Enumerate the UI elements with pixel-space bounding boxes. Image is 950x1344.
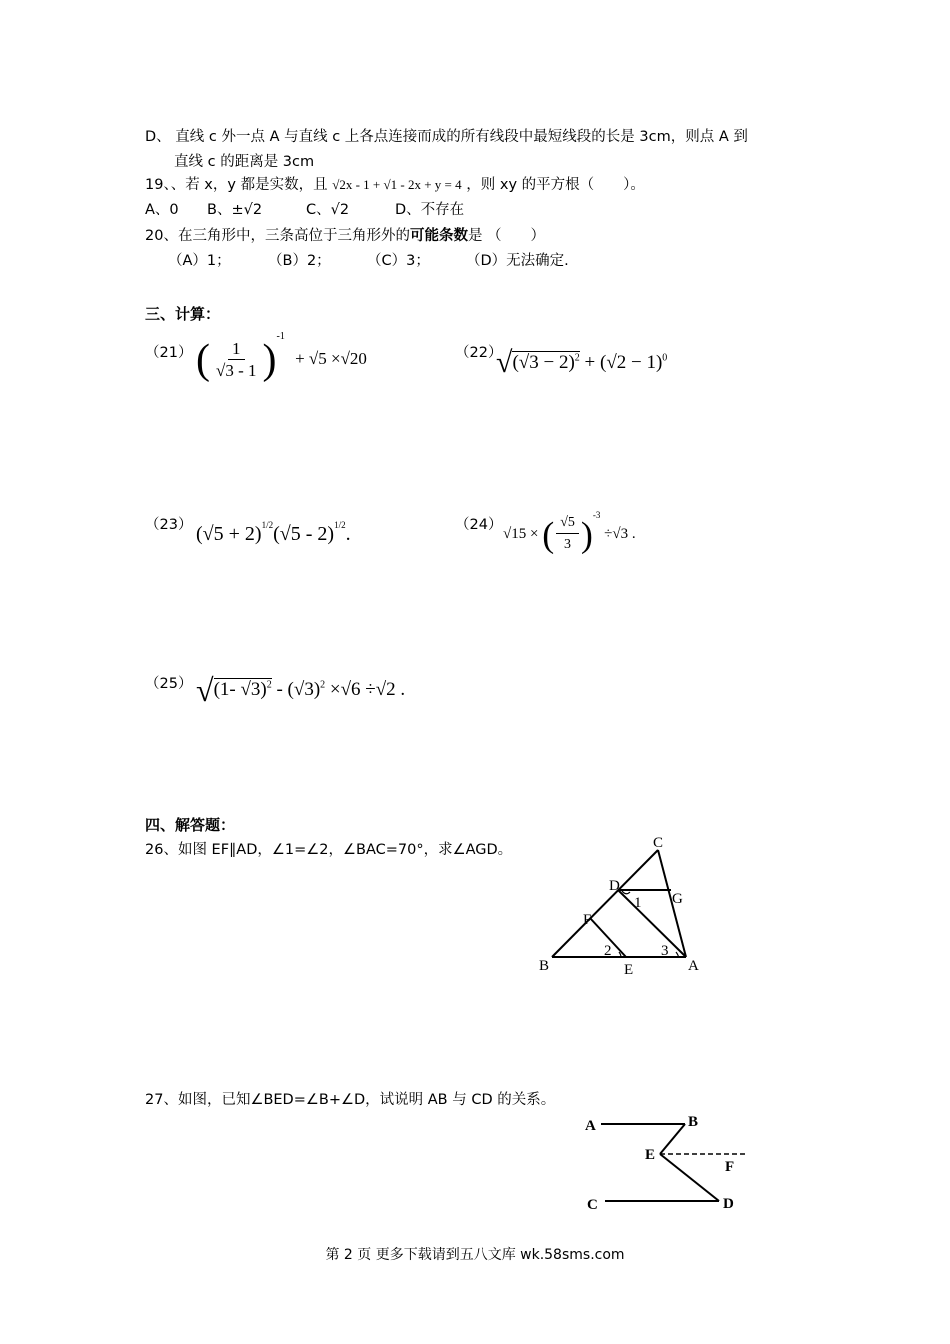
label-angle-2: 2 (604, 943, 612, 959)
q19-equation: √2x - 1 + √1 - 2x + y = 4 (332, 177, 462, 192)
problem-25-expression: √(1- $√3)^2 - (√3)^2 \times√6 \div√2$ . (196, 672, 406, 708)
q19-stem (145, 175, 645, 195)
problem-24-number: （24） (455, 517, 503, 533)
label-B: B (688, 1114, 699, 1130)
segment-ED (660, 1154, 719, 1201)
q19-option-d: D、不存在 (395, 202, 465, 218)
q19-option-c: C、√2 (306, 202, 350, 218)
segment-BE (660, 1124, 685, 1154)
label-E: E (624, 962, 634, 978)
q20-option-a: （A）1； (168, 253, 231, 269)
q20-stem-after: 是 （ ） (467, 228, 546, 244)
q20-option-c: （C）3； (367, 253, 430, 269)
figure-26-triangle (530, 830, 710, 980)
label-angle-1: 1 (634, 895, 642, 911)
label-B: B (539, 958, 550, 974)
angle-1-arc (622, 891, 630, 894)
q19-option-b: B、±√2 (207, 202, 263, 218)
problem-21-number: （21） (145, 345, 193, 361)
section4-title: 四、解答题： (145, 816, 236, 834)
q26-stem: 26、如图 EF∥AD，∠1=∠2，∠BAC=70°，求∠AGD。 (145, 842, 513, 858)
q18-option-d-line2: 直线 c 的距离是 3cm (174, 154, 315, 170)
problem-24-expression: √15 × ( $\frac{√5}{3}$ )$^{-3}$ ÷√3 . (503, 509, 636, 555)
label-E: E (645, 1147, 656, 1163)
label-D: D (609, 878, 620, 894)
label-F: F (725, 1159, 735, 1175)
label-C: C (587, 1197, 598, 1213)
q27-stem: 27、如图，已知∠BED=∠B+∠D，试说明 AB 与 CD 的关系。 (145, 1092, 556, 1108)
label-D: D (723, 1196, 734, 1212)
label-angle-3: 3 (661, 943, 669, 959)
label-G: G (672, 891, 683, 907)
problem-22-number: （22） (455, 345, 503, 361)
q20-stem (145, 226, 545, 246)
label-F: F (583, 912, 592, 928)
q20-stem-before: 20、在三角形中，三条高位于三角形外的 (145, 228, 410, 244)
q20-stem-bold: 可能条数 (409, 228, 468, 244)
q20-option-b: （B）2； (268, 253, 331, 269)
q18-option-d-line1: D、 直线 c 外一点 A 与直线 c 上各点连接而成的所有线段中最短线段的长是 3cm，则点 A 到 (145, 129, 748, 145)
problem-25-number: （25） (145, 676, 193, 692)
q19-suffix: ，则 xy 的平方根（ ）。 (466, 177, 645, 193)
figure-27-zigzag (575, 1108, 755, 1218)
label-C: C (653, 835, 664, 851)
problem-23-expression: $(√5 + 2)^{1/2}(√5 - 2)^{1/2}$. (196, 520, 351, 545)
problem-21-expression: ( $\frac{1}{√3 - 1}$ )$^{-1}$ + √5 ×√20 (196, 331, 367, 383)
segment-BC (552, 850, 658, 957)
q19-option-a: A、0 (145, 202, 179, 218)
section3-title: 三、计算： (145, 305, 221, 323)
label-A: A (688, 958, 699, 974)
label-A: A (585, 1118, 596, 1134)
page-footer: 第 2 页 更多下载请到五八文库 wk.58sms.com (325, 1247, 625, 1263)
problem-22-expression: $√(√3 - 2)^2 + (√2 - 1)^0$ (496, 346, 668, 379)
q19-prefix: 19、、若 x，y 都是实数，且 (145, 177, 328, 193)
q20-option-d: （D）无法确定. (466, 253, 569, 269)
problem-23-number: （23） (145, 517, 193, 533)
